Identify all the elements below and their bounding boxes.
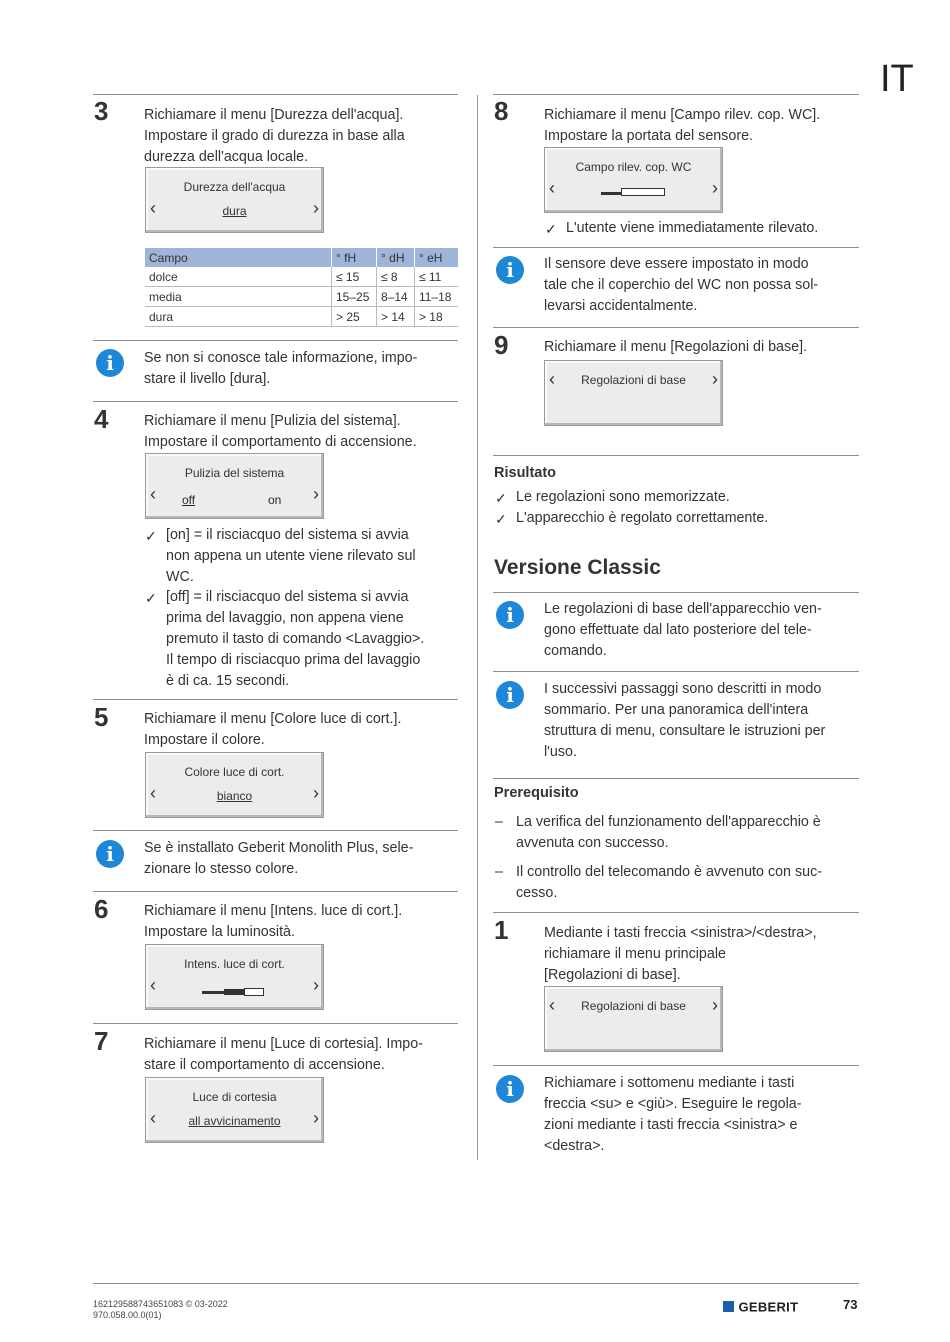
arrow-right-icon: › <box>313 975 319 995</box>
hardness-table <box>145 248 458 327</box>
arrow-left-icon: ‹ <box>549 369 555 389</box>
display-value: all avvicinamento <box>188 1114 281 1128</box>
display-intensita <box>145 944 324 1010</box>
arrow-right-icon: › <box>712 995 718 1015</box>
table-cell: 11–18 <box>414 287 458 307</box>
result-heading: Risultato <box>494 465 557 481</box>
info-icon: i <box>496 601 524 629</box>
table-row <box>145 287 458 307</box>
info-icon: i <box>96 840 124 868</box>
arrow-right-icon: › <box>712 369 718 389</box>
info-note: Se è installato Geberit Monolith Plus, sele- zionare lo stesso colore. <box>144 840 414 877</box>
display-title: Intens. luce di cort. <box>184 957 285 971</box>
display-pulizia <box>145 453 324 519</box>
check-on-text: [on] = il risciacquo del sistema si avvia non appena un utente viene rilevato sul WC. <box>166 527 416 585</box>
step-1-text: Mediante i tasti freccia <sinistra>/<destra>, richiamare il menu principale [Regolazioni di base]. <box>544 925 817 983</box>
display-durezza <box>145 167 324 233</box>
checkmark-icon: ✓ <box>145 528 157 544</box>
check-off-text: [off] = il risciacquo del sistema si avvia prima del lavaggio, non appena viene premuto il tasto di comando <Lavaggio>. Il tempo di risciacquo prima del lavaggio è di ca. 15 secondi. <box>166 589 425 689</box>
step-7-text: Richiamare il menu [Luce di cortesia]. Impo- stare il comportamento di accensione. <box>144 1036 423 1073</box>
divider <box>93 699 458 700</box>
table-cell: media <box>145 287 332 307</box>
display-title: Regolazioni di base <box>581 373 686 387</box>
divider <box>93 340 458 341</box>
divider <box>493 1065 859 1066</box>
display-title: Campo rilev. cop. WC <box>575 160 692 174</box>
step-5-text: Richiamare il menu [Colore luce di cort.]. Impostare il colore. <box>144 711 402 748</box>
display-luce-cortesia <box>145 1077 324 1143</box>
footer-codes <box>93 1299 228 1321</box>
table-cell: dolce <box>145 267 332 287</box>
divider <box>493 912 859 913</box>
info-note: Il sensore deve essere impostato in modo tale che il coperchio del WC non possa sol- levarsi accidentalmente. <box>544 256 819 314</box>
divider <box>93 401 458 402</box>
table-cell: 8–14 <box>377 287 415 307</box>
column-separator <box>477 95 478 1160</box>
level-bar-icon <box>601 187 665 196</box>
display-title: Colore luce di cort. <box>184 765 285 779</box>
display-value: dura <box>222 204 247 218</box>
info-note: Richiamare i sottomenu mediante i tasti freccia <su> e <giù>. Eseguire le regola- zioni mediante i tasti freccia <sinistra> e <destra>. <box>544 1075 802 1154</box>
info-note: Se non si conosce tale informazione, impo- stare il livello [dura]. <box>144 350 418 387</box>
display-colore <box>145 752 324 818</box>
step-8-text: Richiamare il menu [Campo rilev. cop. WC]. Impostare la portata del sensore. <box>544 107 821 144</box>
arrow-right-icon: › <box>313 783 319 803</box>
table-cell: 15–25 <box>332 287 377 307</box>
display-value: bianco <box>216 789 253 803</box>
divider <box>93 891 458 892</box>
table-header: Campo <box>145 248 332 267</box>
arrow-left-icon: ‹ <box>150 975 156 995</box>
step-9-text: Richiamare il menu [Regolazioni di base]. <box>544 339 808 355</box>
display-regolazioni <box>544 986 723 1052</box>
checkmark-icon: ✓ <box>495 490 507 506</box>
step-7-number: 7 <box>94 1026 109 1056</box>
prereq-item: La verifica del funzionamento dell'apparecchio è avvenuta con successo. <box>516 814 821 851</box>
display-campo-rilev <box>544 147 723 213</box>
checkmark-icon: ✓ <box>145 590 157 606</box>
table-cell: > 18 <box>414 307 458 327</box>
prereq-heading: Prerequisito <box>494 785 579 801</box>
table-header-row <box>145 248 458 267</box>
arrow-right-icon: › <box>313 198 319 218</box>
doc-number: 970.058.00.0(01) <box>93 1310 162 1320</box>
checkmark-icon: ✓ <box>545 221 557 237</box>
dash-bullet: – <box>495 814 503 830</box>
info-icon: i <box>496 1075 524 1103</box>
arrow-left-icon: ‹ <box>150 783 156 803</box>
info-note: Le regolazioni di base dell'apparecchio ven- gono effettuate dal lato posteriore del tele- comando. <box>544 601 822 659</box>
table-cell: ≤ 11 <box>414 267 458 287</box>
step-3-number: 3 <box>94 96 109 126</box>
option-on: on <box>268 493 282 507</box>
arrow-right-icon: › <box>313 1108 319 1128</box>
table-cell: ≤ 8 <box>377 267 415 287</box>
table-cell: > 25 <box>332 307 377 327</box>
option-off: off <box>182 493 196 507</box>
arrow-right-icon: › <box>313 484 319 504</box>
table-header: ° dH <box>377 248 415 267</box>
brand-name: GEBERIT <box>738 1299 799 1315</box>
doc-code: 162129588743651083 © 03-2022 <box>93 1299 228 1309</box>
geberit-logo <box>723 1298 798 1316</box>
divider <box>93 830 458 831</box>
step-6-number: 6 <box>94 894 109 924</box>
arrow-left-icon: ‹ <box>549 995 555 1015</box>
divider <box>493 327 859 328</box>
checkmark-icon: ✓ <box>495 511 507 527</box>
divider <box>493 247 859 248</box>
info-icon: i <box>496 681 524 709</box>
step-6-text: Richiamare il menu [Intens. luce di cort.]. Impostare la luminosità. <box>144 903 403 940</box>
divider <box>493 94 859 95</box>
step-8-number: 8 <box>494 96 509 126</box>
info-icon: i <box>96 349 124 377</box>
table-row <box>145 267 458 287</box>
result-item: L'apparecchio è regolato correttamente. <box>516 510 769 526</box>
divider <box>493 778 859 779</box>
result-item: Le regolazioni sono memorizzate. <box>516 489 730 505</box>
table-cell: ≤ 15 <box>332 267 377 287</box>
step-3-text: Richiamare il menu [Durezza dell'acqua]. Impostare il grado di durezza in base alla durezza dell'acqua locale. <box>144 107 405 165</box>
display-title: Durezza dell'acqua <box>183 180 286 194</box>
footer-divider <box>93 1283 859 1284</box>
page-number: 73 <box>843 1297 858 1312</box>
check-text: L'utente viene immediatamente rilevato. <box>566 220 819 236</box>
info-icon: i <box>496 256 524 284</box>
table-cell: dura <box>145 307 332 327</box>
step-4-text: Richiamare il menu [Pulizia del sistema]. Impostare il comportamento di accensione. <box>144 413 417 450</box>
arrow-left-icon: ‹ <box>150 198 156 218</box>
table-header: ° fH <box>332 248 377 267</box>
divider <box>493 671 859 672</box>
table-header: ° eH <box>414 248 458 267</box>
display-title: Luce di cortesia <box>192 1090 277 1104</box>
level-bar-icon <box>202 988 266 997</box>
step-1-number: 1 <box>494 915 509 945</box>
step-9-number: 9 <box>494 330 509 360</box>
step-5-number: 5 <box>94 702 109 732</box>
step-4-number: 4 <box>94 404 109 434</box>
language-code: IT <box>880 58 914 100</box>
logo-square-icon <box>723 1301 734 1312</box>
arrow-right-icon: › <box>712 178 718 198</box>
divider <box>493 592 859 593</box>
info-note: I successivi passaggi sono descritti in modo sommario. Per una panoramica dell'intera struttura di menu, consultare le istruzioni per l'uso. <box>544 681 826 760</box>
arrow-left-icon: ‹ <box>150 484 156 504</box>
divider <box>493 455 859 456</box>
display-regolazioni <box>544 360 723 426</box>
table-cell: > 14 <box>377 307 415 327</box>
divider <box>93 94 458 95</box>
prereq-item: Il controllo del telecomando è avvenuto con suc- cesso. <box>516 864 822 901</box>
arrow-left-icon: ‹ <box>150 1108 156 1128</box>
section-heading: Versione Classic <box>494 556 661 579</box>
display-title: Regolazioni di base <box>581 999 686 1013</box>
dash-bullet: – <box>495 864 503 880</box>
arrow-left-icon: ‹ <box>549 178 555 198</box>
table-row <box>145 307 458 327</box>
display-title: Pulizia del sistema <box>184 466 285 480</box>
divider <box>93 1023 458 1024</box>
